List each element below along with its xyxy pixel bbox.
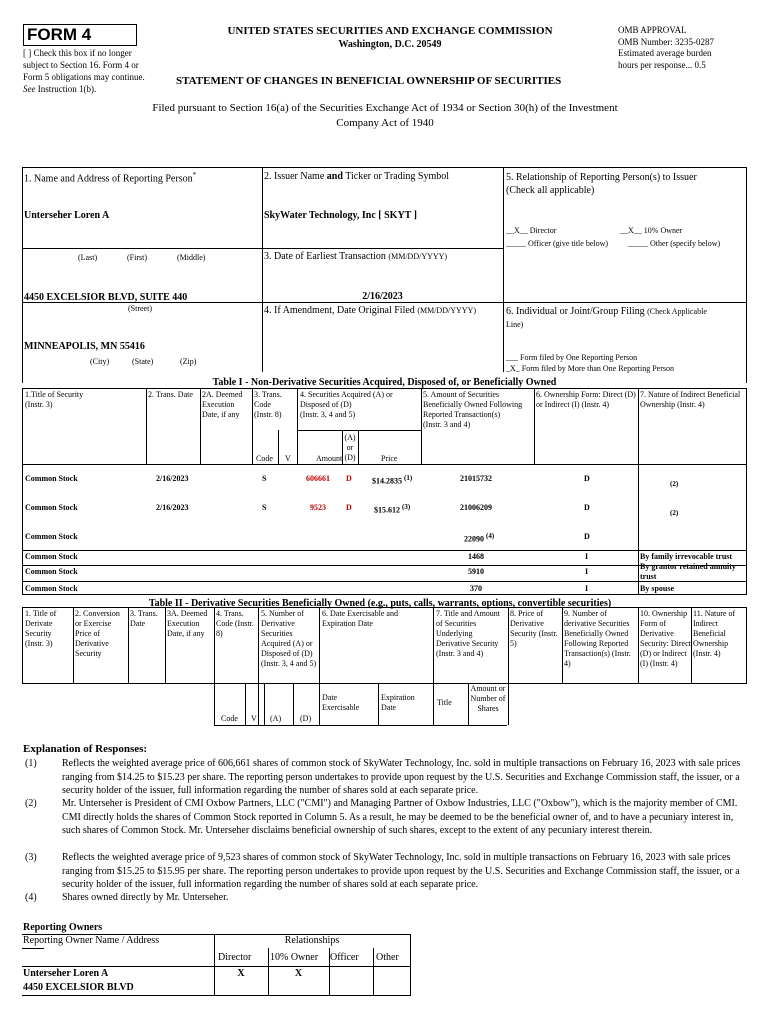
nature-footnote: (2) (670, 509, 679, 517)
street-value: 4450 EXCELSIOR BLVD, SUITE 440 (24, 292, 188, 303)
t2-sub-a: (A) (270, 714, 282, 723)
t2-col11: 11. Nature of Indirect Beneficial Ownership (Instr. 4) (693, 609, 736, 658)
earliest-transaction-date: 2/16/2023 (362, 291, 403, 302)
security-title: Common Stock (25, 503, 78, 512)
t2-sub-code: Code (221, 714, 238, 723)
security-title: Common Stock (25, 532, 78, 541)
trans-code: S (262, 474, 267, 483)
t2-col9: 9. Number of derivative Securities Beneficially Owned Following Reported Transaction(s) (Instr. 4) (564, 609, 631, 668)
t2-col1: 1. Title of Derivate Security (Instr. 3) (25, 609, 57, 648)
owners-col-ten-pct: 10% Owner (270, 952, 319, 963)
label-state: (State) (132, 357, 154, 366)
t2-col2: 2. Conversion or Exercise Price of Derivative Security (75, 609, 120, 658)
box2-label: 2. Issuer Name and Ticker or Trading Symbol (264, 171, 450, 182)
issuer-name: SkyWater Technology, Inc [ SKYT ] (264, 210, 417, 221)
t1-col2: 2. Trans. Date (148, 390, 193, 399)
trans-date: 2/16/2023 (156, 503, 189, 512)
t1-sub-v: V (285, 454, 291, 463)
owners-col-officer: Officer (330, 952, 359, 963)
owned-following: 370 (470, 584, 482, 593)
reporting-person-name: Unterseher Loren A (24, 210, 110, 221)
owner-row-name: Unterseher Loren A (23, 968, 109, 979)
t2-sub-v: V (251, 714, 257, 723)
form-title-box (23, 24, 137, 46)
t2-sub-title: Title (437, 698, 452, 707)
footnote-2: (2) Mr. Unterseher is President of CMI Oxbow Partners, LLC ("CMI") and Managing Partner of Oxbow Industries, LLC ("Oxbow"), which is the majority member of CMI. CMI directly holds the shares of Common Stock reported in Column 5. As a result, he may be deemed to be the beneficial owner of, and to have a pecuniary interest in, such shares of Common Stock. Mr. Unterseher disclaims beneficial ownership of such shares, except to the extent of any pecuniary interest therein. (25, 798, 738, 836)
t1-sub-ad: (A) or (D) (344, 433, 356, 462)
t1-col5: 5. Amount of Securities Beneficially Owned Following Reported Transaction(s) (Instr. 3 and 4) (423, 390, 523, 429)
ownership-form: I (585, 584, 589, 593)
owners-col-relationships: Relationships (284, 935, 340, 946)
owned-following: 21015732 (460, 474, 492, 483)
owner-row-address: 4450 EXCELSIOR BLVD (23, 982, 134, 993)
t1-col2a: 2A. Deemed Execution Date, if any (202, 390, 243, 419)
ten-pct-owner-check: __X__ 10% Owner (620, 226, 683, 235)
officer-check: _____ Officer (give title below) (506, 239, 609, 248)
footnote-4: (4) Shares owned directly by Mr. Unterseher. (25, 892, 229, 903)
label-street: (Street) (128, 304, 152, 313)
t1-sub-price: Price (381, 454, 398, 463)
t2-sub-date-ex: Date Exercisable (322, 693, 360, 712)
nature: By grantor retained annuity trust (640, 562, 736, 581)
amount: 9523 (310, 503, 326, 512)
label-middle: (Middle) (177, 253, 206, 262)
t1-col7: 7. Nature of Indirect Beneficial Ownership (Instr. 4) (640, 390, 741, 409)
trans-date: 2/16/2023 (156, 474, 189, 483)
trans-code: S (262, 503, 267, 512)
owners-heading: Reporting Owners (23, 922, 103, 933)
label-city: (City) (90, 357, 110, 366)
t1-col4: 4. Securities Acquired (A) or Disposed of (D) (Instr. 3, 4 and 5) (300, 390, 393, 419)
t1-sub-code: Code (256, 454, 273, 463)
nature-footnote: (2) (670, 480, 679, 488)
ownership-form: D (584, 474, 590, 483)
t2-col8: 8. Price of Derivative Security (Instr. 5) (510, 609, 558, 648)
acq-disp: D (346, 503, 352, 512)
label-zip: (Zip) (180, 357, 197, 366)
agency-city: Washington, D.C. 20549 (338, 39, 442, 50)
t2-col7: 7. Title and Amount of Securities Underlying Derivative Security (Instr. 3 and 4) (436, 609, 501, 658)
t1-col1: 1.Title of Security (Instr. 3) (25, 390, 84, 409)
security-title: Common Stock (25, 552, 78, 561)
owned-following: 1468 (468, 552, 484, 561)
footnote-1: (1) Reflects the weighted average price of 606,661 shares of common stock of SkyWater Technology, Inc. sold in multiple transactions on February 16, 2023 with sale prices ranging from $14.25 to $15.23 per share. The reporting person undertakes to provide upon request by the U.S. Securities and Exchange Commission staff, the issuer, or a security holder of the issuer, full information regarding the number of shares sold at each separate price. (25, 758, 741, 796)
t2-col5: 5. Number of Derivative Securities Acquired (A) or Disposed of (D) (Instr. 3, 4 and 5) (261, 609, 317, 668)
t2-sub-d: (D) (300, 714, 312, 723)
footnote-3: (3) Reflects the weighted average price of 9,523 shares of common stock of SkyWater Technology, Inc. sold in multiple transactions on February 16, 2023 with sale prices ranging from $15.25 to $15.95 per share. The reporting person undertakes to provide upon request by the U.S. Securities and Exchange Commission staff, the issuer, or a security holder of the issuer, full information regarding the number of shares sold at each separate price. (25, 852, 740, 890)
filed-pursuant: Filed pursuant to Section 16(a) of the Securities Exchange Act of 1934 or Section 30(h) of the Investment Company Act of 1940 (152, 102, 618, 129)
security-title: Common Stock (25, 567, 78, 576)
ownership-form: I (585, 552, 589, 561)
box6-label: 6. Individual or Joint/Group Filing (Check Applicable Line) (506, 306, 707, 329)
acq-disp: D (346, 474, 352, 483)
t2-sub-amount: Amount or Number of Shares (470, 684, 506, 713)
owned-following: 22090 $^{(4)}$ (464, 532, 495, 544)
t2-col6: 6. Date Exercisable and Expiration Date (322, 609, 398, 628)
owner-row-director: X (237, 968, 245, 979)
explanation-heading: Explanation of Responses: (23, 743, 148, 755)
t2-col3a: 3A. Deemed Execution Date, if any (167, 609, 208, 638)
other-check: _____ Other (specify below) (628, 239, 721, 248)
form-title: FORM 4 (27, 25, 92, 44)
price: $14.2835 $^{(1)}$ (372, 474, 413, 486)
label-first: (First) (127, 253, 147, 262)
nature: By spouse (640, 584, 675, 593)
owned-following: 5910 (468, 567, 484, 576)
t1-col6: 6. Ownership Form: Direct (D) or Indirect (I) (Instr. 4) (536, 390, 636, 409)
ownership-form: D (584, 503, 590, 512)
ownership-form: D (584, 532, 590, 541)
price: $15.612 $^{(3)}$ (374, 503, 411, 515)
security-title: Common Stock (25, 584, 78, 593)
t1-sub-amount: Amount (316, 454, 343, 463)
t2-sub-exp: Expiration Date (381, 693, 415, 712)
statement-title: STATEMENT OF CHANGES IN BENEFICIAL OWNERSHIP OF SECURITIES (176, 75, 562, 87)
box5-label: 5. Relationship of Reporting Person(s) to Issuer (Check all applicable) (506, 172, 697, 196)
one-person-filing: ___ Form filed by One Reporting Person (506, 353, 638, 362)
box4-label: 4. If Amendment, Date Original Filed (MM/DD/YYYY) (264, 305, 476, 316)
city-value: MINNEAPOLIS, MN 55416 (24, 341, 145, 352)
t1-col3: 3. Trans. Code (Instr. 8) (254, 390, 282, 419)
t2-col10: 10. Ownership Form of Derivative Security: Direct (D) or Indirect (I) (Instr. 4) (640, 609, 691, 668)
t2-col3: 3. Trans. Date (130, 609, 158, 628)
director-check: __X__ Director (506, 226, 557, 235)
owned-following: 21006209 (460, 503, 492, 512)
owners-col-name: Reporting Owner Name / Address (23, 935, 160, 946)
owners-col-other: Other (376, 952, 399, 963)
omb-approval: OMB APPROVAL OMB Number: 3235-0287 Estimated average burden hours per response... 0.5 (618, 25, 714, 70)
security-title: Common Stock (25, 474, 78, 483)
agency-name: UNITED STATES SECURITIES AND EXCHANGE COMMISSION (227, 25, 553, 37)
owners-col-director: Director (218, 952, 252, 963)
nature: By family irrevocable trust (640, 552, 733, 561)
amount: 606661 (306, 474, 330, 483)
check-box-note: [ ] Check this box if no longer subject to Section 16. Form 4 or Form 5 obligations may continue. See Instruction 1(b). (23, 48, 145, 94)
table2-title: Table II - Derivative Securities Beneficially Owned (e.g., puts, calls, warrants, options, convertible securities) (148, 598, 612, 609)
owner-row-ten-pct: X (294, 968, 303, 979)
box3-label: 3. Date of Earliest Transaction (MM/DD/YYYY) (264, 251, 448, 262)
ownership-form: I (585, 567, 589, 576)
t2-col4: 4. Trans. Code (Instr. 8) (216, 609, 254, 638)
box1-label: 1. Name and Address of Reporting Person* (24, 171, 197, 185)
label-last: (Last) (78, 253, 98, 262)
more-person-filing: _X_ Form filed by More than One Reporting Person (506, 364, 674, 373)
table1-title: Table I - Non-Derivative Securities Acquired, Disposed of, or Beneficially Owned (212, 377, 557, 388)
